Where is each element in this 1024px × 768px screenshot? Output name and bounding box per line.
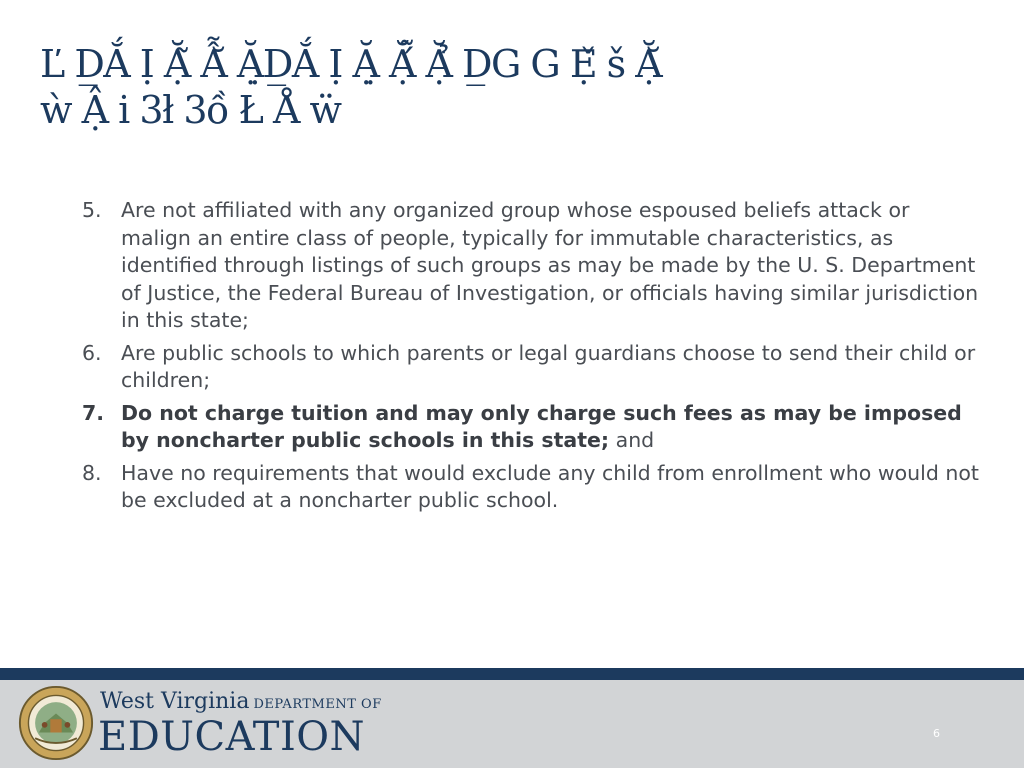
slide-title-line2: ẁ Ậ i 3ł 3ồ Ł Å ẅ xyxy=(40,87,341,132)
brand-department: DEPARTMENT OF xyxy=(253,697,382,712)
slide-title-line1: Ľ D̲Ắ Ị Ặ̃ Ẫ̆ Ặ̣D̲Ắ Ị Ặ̣ Ặ́̃ Ặ̉ D̲G G Ẹ̌ š Ặ̆ xyxy=(40,42,662,86)
list-item-text: Have no requirements that would exclude any child from enrollment who would not be excluded at a noncharter public school. xyxy=(121,460,979,512)
list-item xyxy=(82,400,982,455)
brand-name-line2: EDUCATION xyxy=(98,714,366,760)
list-item xyxy=(82,197,982,335)
list-number: 5. xyxy=(82,198,102,222)
list-number: 6. xyxy=(82,340,102,365)
brand-state: West Virginia xyxy=(100,689,250,714)
state-seal-icon xyxy=(18,685,94,761)
list-number: 7. xyxy=(82,400,105,425)
list-item xyxy=(82,340,982,395)
list-item-text: Are not affiliated with any organized group whose espoused beliefs attack or malign an entire class of people, typically for immutable characteristics, as identified through listings of such groups as may be made by the U. S. Department of Justice, the Federal Bureau of Investigation, or officials having similar jurisdiction in this state; xyxy=(121,198,979,332)
list-item-bold-text: Do not charge tuition and may only charge such fees as may be imposed by noncharter public schools in this state; xyxy=(121,400,962,452)
list-item-tail-text: and xyxy=(609,428,655,452)
page-number: 6 xyxy=(933,727,940,740)
requirements-list xyxy=(82,197,982,520)
slide-title xyxy=(40,42,760,133)
list-item xyxy=(82,460,982,515)
footer-accent-bar xyxy=(0,668,1024,680)
list-number: 8. xyxy=(82,460,102,485)
list-item-text: Are public schools to which parents or legal guardians choose to send their child or children; xyxy=(121,340,976,392)
brand-name-line1 xyxy=(100,689,382,714)
